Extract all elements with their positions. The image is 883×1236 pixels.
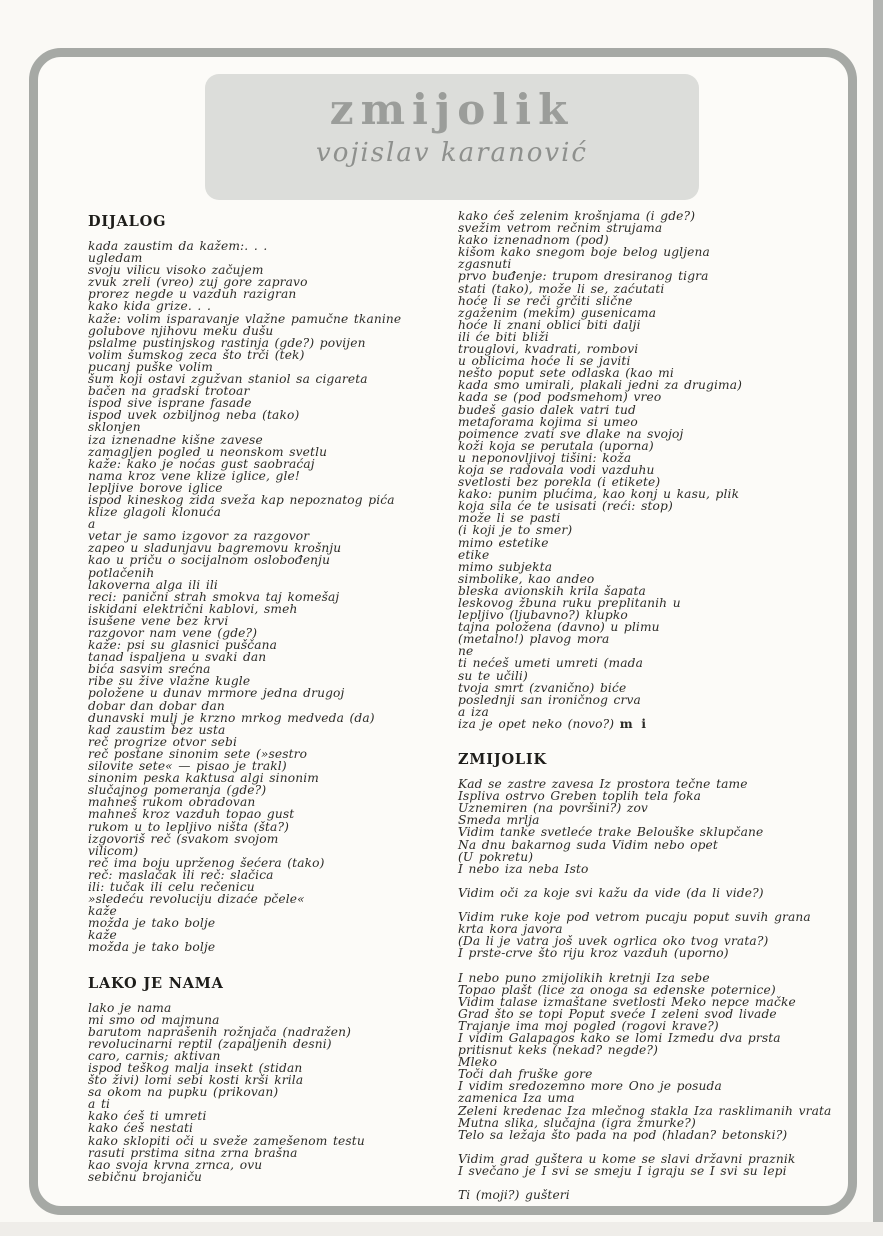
- poem-line: kako ćeš zelenim krošnjama (i gde?): [458, 209, 696, 223]
- section-heading: DIJALOG: [88, 213, 167, 230]
- poem-line: I nebo puno zmijolikih kretnji Iza sebe: [458, 970, 710, 985]
- poem-line: kaže: [88, 928, 117, 943]
- poem-line: kaže: [88, 904, 117, 919]
- poem-line: Vidim grad guštera u kome se slavi državni praznik: [458, 1151, 796, 1166]
- stanza-break: [458, 959, 863, 971]
- poem-column-right: [458, 210, 863, 1201]
- poem-line: nama kroz vene klize iglice, gle!: [88, 468, 300, 483]
- poem-line: I nebo iza neba Isto: [458, 861, 589, 876]
- section-heading: LAKO JE NAMA: [88, 974, 224, 992]
- poem-line: poimence zvati sve dlake na svojoj: [458, 426, 684, 441]
- poem-line: bleska avionskih krila šapata: [458, 583, 646, 598]
- poem-line: kada se (pod podsmehom) vreo: [458, 390, 662, 405]
- poem-line: revolucinarni reptil (zapaljenih desni): [88, 1036, 332, 1051]
- poem-line: pucanj puške volim: [88, 359, 213, 374]
- poem-line: ispod kineskog zida sveža kap nepoznatog pića: [88, 492, 395, 507]
- poem-line: a ti: [88, 1097, 111, 1112]
- poem-line: (U pokretu): [458, 849, 534, 864]
- poem-line: Mutna slika, slučajna (igra žmurke?): [458, 1115, 696, 1130]
- poem-line: dunavski mulj je krzno mrkog medveda (da): [88, 710, 375, 725]
- poem-line-text: iza je opet neko (novo?): [458, 716, 620, 731]
- poem-line: simbolike, kao andeo: [458, 571, 595, 586]
- poem-line: svetlosti bez porekla (i etikete): [458, 475, 661, 490]
- poem-line: »sledeću revoluciju dizaće pčele«: [88, 892, 305, 907]
- poem-line: Uznemiren (na površini?) zov: [458, 801, 648, 816]
- poem-section: [88, 214, 453, 954]
- poem-line: zapeo u sladunjavu bagremovu krošnju: [88, 541, 342, 556]
- poem-line: Ti (moji?) gušteri: [458, 1188, 570, 1203]
- poem-line: kako ćeš nestati: [88, 1121, 194, 1136]
- poem-line: Vidim ruke koje pod vetrom pucaju poput suvih grana: [458, 910, 811, 925]
- poem-line: Topao plašt (lice za onoga sa edenske poternice): [458, 982, 776, 997]
- poem-line: volim šumskog zeca što trči (tek): [88, 347, 305, 362]
- poem-line: ispod uvek ozbiljnog neba (tako): [88, 408, 300, 423]
- poem-line: ili: tučak ili celu rečenicu: [88, 879, 255, 894]
- poem-line: tanad ispaljena u svaki dan: [88, 650, 267, 665]
- poem-line: bačen na gradski trotoar: [88, 384, 250, 399]
- poem-line: (metalno!) plavog mora: [458, 632, 610, 647]
- poem-line: I svečano je I svi se smeju I igraju se I svi su lepi: [458, 1164, 787, 1179]
- poem-line: metaforama kojima si umeo: [458, 414, 638, 429]
- scan-edge-bottom: [0, 1222, 883, 1236]
- poem-line: I vidim sredozemno more Ono je posuda: [458, 1079, 722, 1094]
- poem-line: klize glagoli klonuća: [88, 505, 222, 520]
- poem-line: reč postane sinonim sete (»sestro: [88, 746, 308, 761]
- poem-line: tajna položena (davno) u plimu: [458, 620, 660, 635]
- title-plate: [205, 74, 699, 200]
- poem-line: isušene vene bez krvi: [88, 613, 229, 628]
- scan-edge-right: [873, 0, 883, 1236]
- poem-line: Toči dah fruške gore: [458, 1067, 593, 1082]
- poem-line: budeš gasio dalek vatri tud: [458, 402, 636, 417]
- poem-line: poslednji san ironičnog crva: [458, 692, 641, 707]
- poem-line: hoće li se reči grčiti slične: [458, 293, 633, 308]
- poem-line: što živi) lomi sebi kosti krši krila: [88, 1073, 304, 1088]
- poem-line: Ispliva ostrvo Greben toplih tela foka: [458, 789, 702, 804]
- poem-line: slučajnog pomeranja (gde?): [88, 783, 267, 798]
- poem-line: rukom u to lepljivo ništa (šta?): [88, 819, 290, 834]
- poem-line: Zeleni kredenac Iza mlečnog stakla Iza rasklimanih vrata: [458, 1103, 832, 1118]
- poem-line: kao svoja krvna zrnca, ovu: [88, 1157, 263, 1172]
- poem-line: golubove njihovu meku dušu: [88, 323, 274, 338]
- poem-line: Vidim tanke svetleće trake Belouške sklupčane: [458, 825, 764, 840]
- poem-line: lepljive borove iglice: [88, 480, 223, 495]
- poem-line: Vidim talase izmaštane svetlosti Meko nepce mačke: [458, 994, 796, 1009]
- poem-line: lako je nama: [88, 1000, 172, 1015]
- poem-section: [88, 976, 453, 1183]
- poem-line: barutom naprašenih rožnjača (nadražen): [88, 1024, 352, 1039]
- poem-line: koja se radovala vodi vazduhu: [458, 462, 655, 477]
- poem-line: Mleko: [458, 1055, 498, 1070]
- poem-line: (i koji je to smer): [458, 523, 573, 538]
- poem-line: trouglovi, kvadrati, rombovi: [458, 342, 639, 357]
- poem-line: stati (tako), može li se, zaćutati: [458, 281, 665, 296]
- poem-line: rasuti prstima sitna zrna brašna: [88, 1145, 298, 1160]
- poem-line: Smeda mrlja: [458, 813, 540, 828]
- poem-line: ispod teškog malja insekt (stidan: [88, 1061, 303, 1075]
- poem-line: a: [88, 517, 96, 532]
- poem-line: kako sklopiti oči u sveže zamešenom testu: [88, 1133, 365, 1148]
- poem-line: hoće li znani oblici biti dalji: [458, 317, 641, 332]
- poem-line: I prste-crve što riju kroz vazduh (uporno): [458, 946, 729, 961]
- poem-line: mahneš kroz vazduh topao gust: [88, 807, 295, 822]
- poem-line: možda je tako bolje: [88, 916, 216, 931]
- poem-line: kada smo umirali, plakali jedni za drugima): [458, 378, 743, 393]
- poem-line: kišom kako snegom boje belog ugljena: [458, 245, 710, 260]
- poem-line: kako kida grize. . .: [88, 299, 212, 314]
- poem-line: a iza: [458, 704, 489, 719]
- poem-line: Trajanje ima moj pogled (rogovi krave?): [458, 1018, 719, 1033]
- poem-line: vetar je samo izgovor za razgovor: [88, 529, 310, 544]
- poem-line: I vidim Galapagos kako se lomi Izmedu dva prsta: [458, 1031, 781, 1045]
- poem-line: u oblicima hoće li se javiti: [458, 354, 631, 369]
- poem-line: ugledam: [88, 251, 143, 266]
- poem-line: kaže: psi su glasnici puščana: [88, 638, 278, 653]
- poem-line: prvo buđenje: trupom dresiranog tigra: [458, 269, 709, 284]
- poem-line: izgovoriš reč (svakom svojom: [88, 831, 279, 846]
- poem-line: lepljivo (ljubavno?) klupko: [458, 608, 628, 623]
- poem-line: dobar dan dobar dan: [88, 698, 225, 713]
- poem-line: svežim vetrom rečnim strujama: [458, 221, 663, 236]
- page-title: zmijolik: [329, 85, 575, 134]
- poem-line: reč: maslačak ili reč: slačica: [88, 867, 274, 882]
- poem-line: kako iznenadnom (pod): [458, 233, 609, 248]
- poem-line: tvoja smrt (zvanično) biće: [458, 680, 627, 695]
- poem-line: (Da li je vatra još uvek ogrlica oko tvog vrata?): [458, 934, 769, 949]
- poem-line: mi smo od majmuna: [88, 1012, 220, 1027]
- poem-line: caro, carnis; aktivan: [88, 1048, 221, 1063]
- poem-line: šum koji ostavi zgužvan staniol sa cigareta: [88, 372, 368, 387]
- poem-line: Grad što se topi Poput sveće I zeleni svod livade: [458, 1006, 777, 1021]
- poem-line: silovite sete« — pisao je trakl): [88, 759, 287, 774]
- poem-line: reci: panični strah smokva taj komešaj: [88, 589, 340, 604]
- poem-line: mahneš rukom obradovan: [88, 795, 256, 810]
- poem-line: reč progrize otvor sebi: [88, 734, 238, 749]
- poem-line: pslalme pustinjskog rastinja (gde?) povijen: [88, 335, 366, 350]
- section-heading: ZMIJOLIK: [458, 751, 547, 769]
- poem-line: etike: [458, 547, 490, 562]
- poem-line: ribe su žive vlažne kugle: [88, 674, 251, 689]
- poem-line: reč ima boju uprženog šećera (tako): [88, 855, 325, 870]
- poem-line: Kad se zastre zavesa Iz prostora tečne tame: [458, 777, 748, 792]
- poem-line: bića sasvim srećna: [88, 662, 211, 677]
- poem-line: Vidim oči za koje svi kažu da vide (da li vide?): [458, 885, 764, 900]
- poem-line: ne: [458, 644, 474, 659]
- poem-line: nešto poput sete odlaska (kao mi: [458, 366, 674, 381]
- poem-line: možda je tako bolje: [88, 940, 216, 955]
- poem-column-left: [88, 214, 453, 1183]
- emphasis-text: m i: [619, 716, 648, 731]
- poem-section: [458, 752, 863, 1201]
- poem-line: vilicom): [88, 843, 139, 858]
- poem-line: koja sila će te usisati (reći: stop): [458, 499, 673, 514]
- poem-line: koži koja se perutala (uporna): [458, 438, 654, 453]
- poem-line: svoju vilicu visoko začujem: [88, 263, 264, 278]
- poem-line: zgaženim (mekim) gusenicama: [458, 305, 657, 320]
- poem-section: [458, 210, 863, 730]
- poem-line: krta kora javora: [458, 922, 563, 937]
- poem-line: mimo estetike: [458, 535, 549, 550]
- poem-line: zamenica Iza uma: [458, 1091, 575, 1106]
- poem-line: iskidani električni kablovi, smeh: [88, 601, 298, 616]
- poem-line: iza iznenadne kišne zavese: [88, 432, 263, 447]
- poem-line: kako: punim plućima, kao konj u kasu, plik: [458, 487, 740, 502]
- poem-line: zamagljen pogled u neonskom svetlu: [88, 444, 328, 459]
- poem-line: sebičnu brojaniču: [88, 1169, 203, 1184]
- poem-line: potlačenih: [88, 565, 155, 580]
- poem-line: prorez negde u vazduh razigran: [88, 287, 297, 302]
- poem-line: sinonim peska kaktusa algi sinonim: [88, 771, 319, 786]
- poem-line: pritisnut keks (nekad? negde?): [458, 1043, 659, 1058]
- poem-line: ili će biti bliži: [458, 329, 549, 344]
- poem-line: kad zaustim bez usta: [88, 722, 226, 737]
- poem-line: mimo subjekta: [458, 559, 553, 574]
- poem-line: kaže: kako je noćas gust saobraćaj: [88, 456, 315, 471]
- poem-line: sa okom na pupku (prikovan): [88, 1085, 279, 1100]
- poem-line: [458, 718, 863, 730]
- poem-line: Na dnu bakarnog suda Vidim nebo opet: [458, 837, 718, 852]
- poem-line: položene u dunav mrmore jedna drugoj: [88, 686, 345, 701]
- poem-line: kada zaustim da kažem:. . .: [88, 239, 268, 253]
- poem-line: ti nećeš umeti umreti (mada: [458, 656, 643, 671]
- poem-line: zgasnuti: [458, 257, 512, 272]
- poem-line: u neponovljivoj tišini: koža: [458, 450, 632, 465]
- poem-line: može li se pasti: [458, 511, 561, 526]
- poem-line: kako ćeš ti umreti: [88, 1109, 207, 1124]
- poem-line: ispod sive isprane fasade: [88, 396, 252, 411]
- poem-line: sklonjen: [88, 420, 141, 435]
- poem-line: razgovor nam vene (gde?): [88, 626, 258, 640]
- poem-line: lakoverna alga ili ili: [88, 577, 218, 592]
- poem-line: Telo sa ležaja što pada na pod (hladan? betonski?): [458, 1127, 788, 1142]
- poem-line: zvuk zreli (vreo) zuj gore zapravo: [88, 275, 308, 290]
- poem-line: kao u priču o socijalnom oslobođenju: [88, 553, 331, 568]
- page-author: vojislav karanović: [316, 138, 588, 168]
- poem-line: su te učili): [458, 668, 528, 683]
- poem-line: kaže: volim isparavanje vlažne pamučne tkanine: [88, 311, 402, 326]
- poem-line: leskovog žbuna ruku preplitanih u: [458, 596, 681, 610]
